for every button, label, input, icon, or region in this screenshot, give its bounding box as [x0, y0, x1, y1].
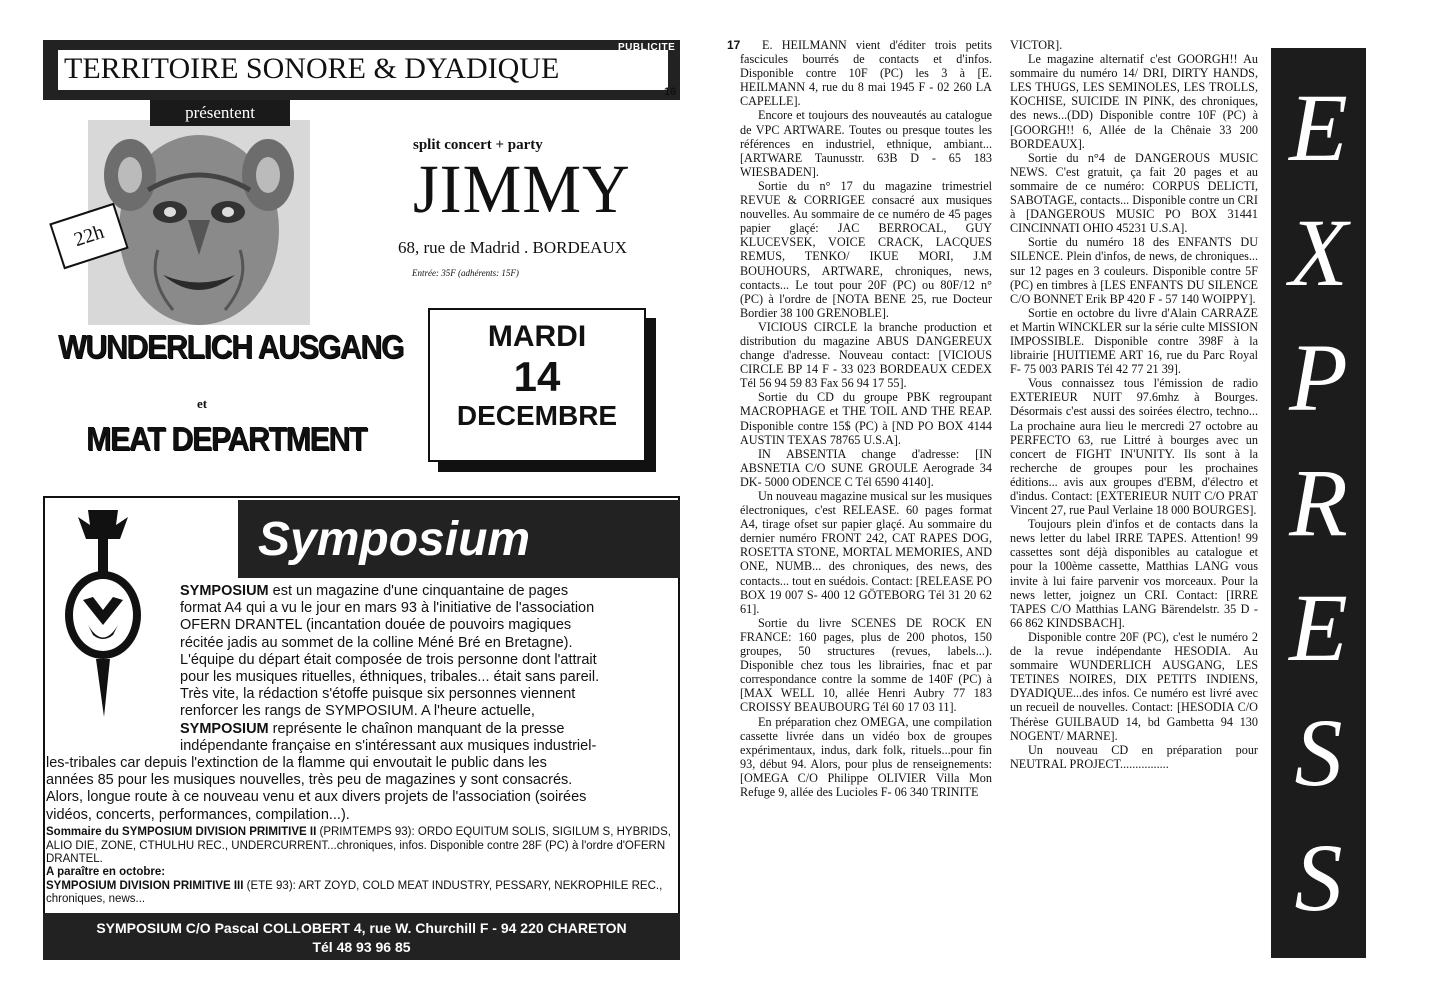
date-box — [428, 308, 646, 462]
et-connector: et — [197, 396, 208, 411]
express-letter: R — [1289, 449, 1348, 556]
news-item: Un nouveau CD en préparation pour NEUTRAL PROJECT................ — [1010, 742, 1258, 771]
news-item: E. HEILMANN vient d'éditer trois petits fascicules bourrés de contacts et d'infos. Disponible contre 10F (PC) les 3 à [E. HEILMANN 4, rue du 8 mai 1945 F - 02 260 LA CAPELLE]. — [740, 38, 992, 109]
news-item: Sortie du livre SCENES DE ROCK EN FRANCE: 160 pages, plus de 200 photos, 150 groupes, 50 structures (revues, labels...). Disponible chez tous les librairies, fnac et par correspondance contre la somme de 140F (PC) à [MAX WELL 10, allée Henri Aubry 77 183 CROISSY BEAUBOURG Tél 60 17 03 11]. — [740, 615, 992, 715]
symposium-line — [180, 721, 678, 738]
band-meat-department: MEAT DEPARTMENT — [86, 420, 367, 457]
publicite-label: PUBLICITE — [618, 42, 676, 53]
express-letter: E — [1289, 574, 1348, 681]
presentent-label: présentent — [150, 100, 290, 126]
header-title-box — [58, 50, 668, 90]
news-item: Sortie du numéro 18 des ENFANTS DU SILENCE. Plein d'infos, de news, de chroniques... sur 12 pages en 3 couleurs. Disponible contre 5F (PC) en timbres à [LES ENFANTS DU SILENCE C/O BONNET Erik BP 420 F - 57 140 WOIPPY]. — [1010, 235, 1258, 306]
left-page — [0, 0, 712, 1000]
symposium-line-text: format A4 qui a vu le jour en mars 93 à l'initiative de l'association — [180, 600, 595, 617]
news-item: Encore et toujours des nouveautés au catalogue de VPC ARTWARE. Toutes ou presque toutes les références en industriel, ethnique, ambiant...[ARTWARE Taunusstr. 63B D - 65 183 WIESBADEN]. — [740, 108, 992, 179]
symposium-line: les-tribales car depuis l'extinction de la flamme qui envoutait le public dans les — [46, 755, 547, 771]
symposium-next-issue — [46, 866, 678, 907]
symposium-line: années 85 pour les musiques nouvelles, très peu de magazines y sont consacrés. — [46, 772, 573, 789]
symposium-line — [180, 635, 678, 652]
symposium-line-text: est un magazine d'une cinquantaine de pages — [268, 583, 569, 599]
symposium-line-text: OFERN DRANTEL (incantation douée de pouvoirs magiques — [180, 617, 572, 634]
symposium-line — [180, 703, 678, 720]
next-issue-label: SYMPOSIUM DIVISION PRIMITIVE III — [46, 879, 244, 892]
date-day: MARDI — [487, 320, 587, 353]
news-column-1 — [740, 38, 992, 799]
express-letter: X — [1289, 199, 1348, 306]
entry-price: Entrée: 35F (adhérents: 15F) — [412, 268, 519, 278]
symposium-line-text: indépendante française en s'intéressant aux musiques industriel- — [180, 737, 597, 754]
venue-address: 68, rue de Madrid . BORDEAUX — [398, 238, 627, 257]
symposium-line — [180, 738, 678, 755]
sommaire-label: Sommaire du SYMPOSIUM DIVISION PRIMITIVE II — [46, 826, 317, 838]
news-item: En préparation chez OMEGA, une compilation cassette livrée dans un vidéo box de groupes expérimentaux, indus, dark folk, rituels...pour fin 93, début 94. Alors, pour plus de renseignements: [OMEGA C/O Philippe OLIVIER Villa Mon Refuge 9, allée des Lucioles F- 06 340 TRINITE — [740, 714, 992, 799]
news-item: Vous connaissez tous l'émission de radio EXTERIEUR NUIT 97.6mhz à Bourges. Désormais c'est aussi des soirées électro, techno... La prochaine aura lieu le mercredi 27 octobre au PERFECTO 63, rue Littré à bourges avec un concert de FIGHT IN'UNITY. Ils sont à la recherche de groupes pour les prochaines éditions... avis aux groupes d'EBM, d'électro et d'indus. Contact: [EXTERIEUR NUIT C/O PRAT Vincent 27, rue Paul Verlaine 18 000 BOURGES]. — [1010, 376, 1258, 518]
news-item: VICTOR]. — [1010, 38, 1063, 52]
symposium-line-text: récitée jadis au sommet de la colline Méné Bré en Bretagne). — [180, 634, 573, 651]
a-paraitre-label — [46, 866, 678, 880]
symposium-line-text: L'équipe du départ était composée de trois personne dont l'attrait — [180, 651, 597, 668]
news-column-2 — [1010, 38, 1258, 771]
page-number-right: 17 — [727, 38, 741, 52]
news-item: IN ABSENTIA change d'adresse: [IN ABSNETIA C/O SUNE GROULE Aerograde 34 DK- 5000 ODENCE C Tél 6590 4140]. — [740, 446, 992, 489]
symposium-line-text: représente le chaînon manquant de la presse — [268, 720, 565, 737]
symposium-line-text: Très vite, la rédaction s'étoffe puisque six personnes viennent — [180, 686, 576, 703]
date-number: 14 — [513, 353, 561, 400]
date-month: DECEMBRE — [456, 400, 618, 431]
news-item: Sortie du CD du groupe PBK regroupant MACROPHAGE et THE TOIL AND THE REAP. Disponible contre 15$ (PC) à [ND PO BOX 4144 AUSTIN TEXAS 78765 U.S.A]. — [740, 390, 992, 447]
symposium-line — [180, 600, 678, 617]
news-item: Sortie en octobre du livre d'Alain CARRAZE et Martin WINCKLER sur la série culte MISSION IMPOSSIBLE. Disponible contre 398F à la librairie [HUITIEME ART 16, rue du Parc Royal F- 75 003 PARIS Tél 42 77 21 39]. — [1010, 305, 1258, 377]
header-title: TERRITOIRE SONORE & DYADIQUE — [64, 52, 560, 85]
news-item: VICIOUS CIRCLE la branche production et distribution du magazine ABUS DANGEREUX change d'adresse. Nouveau contact: [VICIOUS CIRCLE BP 14 F - 33 023 BORDEAUX CEDEX Tél 56 94 59 83 Fax 56 94 17 55]. — [740, 319, 992, 391]
concert-subtitle: split concert + party — [413, 137, 543, 153]
symposium-line — [180, 686, 678, 703]
news-item: Disponible contre 20F (PC), c'est le numéro 2 de la revue indépendante HESODIA. Au sommaire WUNDERLICH AUSGANG, LES TETINES NOIRES, DIX PETITS INDIENS, DYADIQUE...des infos. Ce numéro est livré avec un recueil de nouvelles. Contact: [HESODIA C/O Thérèse GUILBAUD 14, bd Gambetta 94 130 NOGENT/ MARNE]. — [1010, 629, 1258, 743]
mask-photo-drawing — [88, 120, 310, 325]
time-badge: 22h — [49, 203, 129, 270]
symposium-line — [180, 617, 678, 634]
express-letter: P — [1289, 324, 1348, 431]
venue-name: JIMMY — [413, 151, 631, 228]
symposium-line-text: renforcer les rangs de SYMPOSIUM. A l'heure actuelle, — [180, 703, 535, 720]
news-item: Sortie du n°4 de DANGEROUS MUSIC NEWS. C'est gratuit, ça fait 20 pages et au sommaire de ce numéro: CORPUS DELICTI, SABOTAGE, contacts... Disponible contre un CRI à [DANGEROUS MUSIC PO BOX 31441 CINCINNATI OHIO 45231 U.S.A]. — [1010, 150, 1258, 236]
symposium-line: Alors, longue route à ce nouveau venu et aux divers projets de l'association (soirées — [46, 789, 587, 806]
symposium-line — [180, 669, 678, 686]
symposium-contact-footer — [43, 913, 680, 960]
symposium-intro — [180, 583, 678, 755]
symposium-line — [180, 583, 678, 600]
symposium-line-bold: SYMPOSIUM — [180, 583, 269, 599]
news-item: Toujours plein d'infos et de contacts dans la news letter du label IRRE TAPES. Attention! 99 cassettes sont déjà disponibles au catalogue et pour la 100ème cassette, Matthias LANG vous invite à lui faire parvenir vos morceaux. Pour la news letter, joignez un CRI. Contact: [IRRE TAPES C/O Matthias LANG Bärendelstr. 35 D - 66 862 KINDSBACH]. — [1010, 517, 1258, 630]
next-issue-line — [46, 880, 678, 907]
band-wunderlich-ausgang: WUNDERLICH AUSGANG — [58, 328, 404, 365]
symposium-title-text: Symposium — [258, 513, 531, 566]
symposium-line: vidéos, concerts, performances, compilation...). — [46, 806, 350, 823]
express-letter: S — [1294, 824, 1343, 931]
symposium-logo-icon — [58, 505, 148, 720]
news-item: Le magazine alternatif c'est GOORGH!! Au sommaire du numéro 14/ DRI, DIRTY HANDS, LES THUGS, LES SEMINOLES, LES TROLLS, KOCHISE, SUICIDE IN PINK, des chroniques, des news...(DD) Disponible contre 10F (PC) à [GOORGH!! 6, Allée de la Chênaie 33 200 BORDEAUX]. — [1010, 52, 1258, 151]
sommaire-text: (PRIMTEMPS 93): ORDO EQUITUM SOLIS, SIGILUM S, HYBRIDS, ALIO DIE, ZONE, CTHULHU REC., UNDERCURRENT...chroniques, infos. Disponible contre 28F (PC) à l'ordre d'OFERN DRANTEL. — [46, 826, 671, 865]
symposium-continued — [46, 755, 678, 824]
mask-photo — [88, 120, 310, 325]
symposium-line-bold: SYMPOSIUM — [180, 720, 269, 737]
symposium-line — [180, 652, 678, 669]
symposium-line-text: pour les musiques rituelles, éthniques, tribales... était sans pareil. — [180, 669, 600, 686]
next-issue-text: (ETE 93): ART ZOYD, COLD MEAT INDUSTRY, PESSARY, NEKROPHILE REC., chroniques, news... — [46, 879, 663, 905]
express-letter: S — [1294, 699, 1343, 806]
footer-line: SYMPOSIUM C/O Pascal COLLOBERT 4, rue W. Churchill F - 94 220 CHARETON — [96, 920, 627, 936]
news-item: Sortie du n° 17 du magazine trimestriel REVUE & CORRIGEE consacré aux musiques nouvelles. Au sommaire de ce numéro de 45 pages papier glaçé: JAC BERROCAL, GUY KLUCEVSEK, VOICE CRACK, LACQUES REMUS, TENKO/ IKUE MORI, J.M BOUHOURS, ARTWARE, chroniques, news, contacts... Le tout pour 20F (PC) ou 80F/12 n° (PC) à l'ordre de [NOTA BENE 25, rue Docteur Bordier 38 100 GRENOBLE]. — [740, 178, 992, 320]
a-paraitre-text: A paraître en octobre: — [46, 866, 166, 878]
footer-phone: Tél 48 93 96 85 — [312, 939, 411, 955]
page-number-left: 16 — [664, 86, 677, 98]
symposium-title — [258, 512, 530, 567]
express-letter: E — [1289, 74, 1348, 181]
news-item: Un nouveau magazine musical sur les musiques électroniques, c'est RELEASE. 60 pages format A4, tirage ofset sur papier glaçé. Au sommaire du dernier numéro FRONT 242, CAT RAPES DOG, ROSETTA STONE, MORTAL MEMORIES, AND ONE, NUMB... des chroniques, des news, des contacts... tout en suédois. Contact: [RELEASE PO BOX 19 007 S- 400 12 GÖTEBORG Tél 31 20 62 61]. — [740, 489, 992, 616]
symposium-sommaire — [46, 826, 678, 867]
